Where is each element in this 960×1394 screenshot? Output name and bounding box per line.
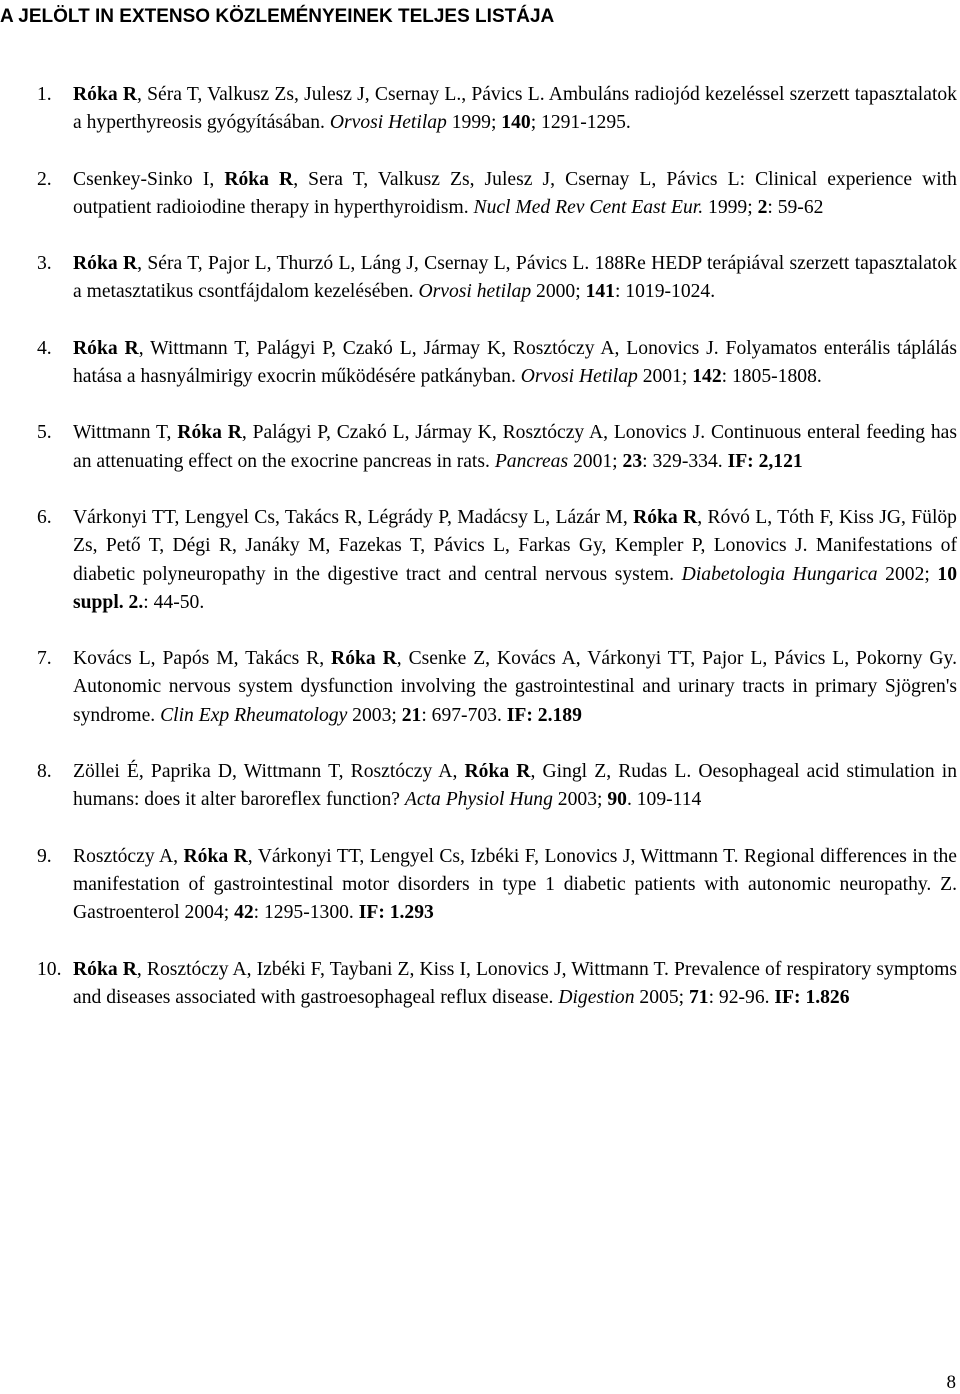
reference-number: 10.: [37, 958, 62, 980]
reference-text: [73, 507, 957, 613]
reference-number: 3.: [37, 253, 52, 275]
reference-bold-text: Róka R: [224, 168, 294, 190]
journal-name: Pancreas: [494, 450, 569, 472]
reference-bold-text: IF: 1.826: [774, 986, 850, 1008]
reference-bold-text: Róka R: [73, 337, 139, 359]
reference-plain-text: 2001;: [568, 450, 623, 472]
reference-item: [0, 81, 957, 138]
reference-text: [73, 253, 957, 302]
reference-bold-text: Róka R: [177, 422, 242, 444]
reference-bold-text: 141: [585, 281, 615, 303]
reference-bold-text: 42: [234, 902, 254, 924]
reference-bold-text: IF: 2.189: [506, 704, 582, 726]
reference-bold-text: 2: [757, 196, 768, 218]
reference-number: 8.: [37, 761, 52, 783]
reference-bold-text: Róka R: [73, 84, 138, 105]
reference-bold-text: Róka R: [73, 958, 137, 980]
reference-number: 9.: [37, 845, 52, 867]
reference-plain-text: , Várkonyi TT, Lengyel Cs, Izbéki F, Lonovics J, Wittmann T. Regional differences in the manifestation of gastrointestinal motor disorders in type 1 diabetic patients with autonomic neuropathy. Z. Gastroenterol 2004;: [73, 845, 957, 924]
reference-item: [0, 956, 957, 1013]
reference-item: [0, 843, 957, 928]
reference-item: [0, 419, 957, 476]
reference-plain-text: 2001;: [637, 366, 693, 388]
reference-bold-text: IF: 1.293: [358, 902, 434, 924]
reference-bold-text: Róka R: [331, 648, 397, 670]
reference-number: 2.: [37, 168, 52, 190]
reference-plain-text: : 1295-1300.: [253, 902, 359, 924]
reference-bold-text: 21: [401, 704, 422, 726]
reference-plain-text: , Séra T, Valkusz Zs, Julesz J, Csernay L., Pávics L. Ambuláns radiojód kezeléssel szerzett tapasztalatok a hyperthyreosis gyógyításában.: [73, 84, 957, 134]
reference-plain-text: : 59-62: [767, 196, 824, 218]
journal-name: Orvosi Hetilap: [520, 366, 638, 388]
reference-text: [73, 846, 957, 924]
reference-text: [73, 338, 957, 387]
reference-text: [73, 84, 957, 133]
reference-plain-text: , Csenke Z, Kovács A, Várkonyi TT, Pajor L, Pávics L, Pokorny Gy. Autonomic nervous system dysfunction involving the gastrointestinal and urinary tracts in primary Sjögren's syndrome.: [73, 648, 957, 726]
reference-bold-text: Róka R: [73, 253, 138, 275]
reference-plain-text: : 1805-1808.: [721, 366, 822, 388]
reference-plain-text: : 329-334.: [642, 450, 728, 472]
reference-plain-text: . 109-114: [626, 789, 702, 811]
reference-plain-text: , Gingl Z, Rudas L. Oesophageal acid stimulation in humans: does it alter baroreflex function?: [73, 761, 957, 811]
reference-plain-text: , Rosztóczy A, Izbéki F, Taybani Z, Kiss I, Lonovics J, Wittmann T. Prevalence of respiratory symptoms and diseases associated with gastroesophageal reflux disease.: [73, 958, 957, 1008]
reference-number: 5.: [37, 422, 52, 444]
journal-name: Clin Exp Rheumatology: [160, 704, 348, 726]
page-title: A JELÖLT IN EXTENSO KÖZLEMÉNYEINEK TELJES LISTÁJA: [0, 6, 555, 27]
reference-plain-text: 2000;: [531, 281, 586, 303]
reference-text: [73, 648, 957, 726]
journal-name: Orvosi hetilap: [418, 281, 532, 303]
reference-plain-text: , Séra T, Pajor L, Thurzó L, Láng J, Csernay L, Pávics L. 188Re HEDP terápiával szerzett tapasztalatok a metasztatikus csontfájdalom kezelésében.: [73, 253, 957, 303]
reference-item: [0, 504, 957, 617]
reference-bold-text: 140: [501, 112, 531, 134]
reference-plain-text: , Palágyi P, Czakó L, Jármay K, Rosztóczy A, Lonovics J. Continuous enteral feeding has an attenuating effect on the exocrine pancreas in rats.: [73, 422, 957, 472]
reference-bold-text: Róka R: [183, 845, 248, 867]
reference-plain-text: Kovács L, Papós M, Takács R,: [73, 648, 332, 670]
reference-number: 6.: [37, 506, 52, 528]
reference-plain-text: : 697-703.: [421, 704, 507, 726]
reference-plain-text: 2003;: [552, 789, 608, 811]
reference-plain-text: Zöllei É, Paprika D, Wittmann T, Rosztóczy A,: [73, 761, 465, 783]
reference-text: [73, 422, 957, 471]
reference-bold-text: 10 suppl. 2.: [73, 563, 958, 613]
reference-item: [0, 758, 957, 815]
page-number: 8: [946, 1372, 956, 1393]
reference-text: [73, 169, 957, 218]
journal-name: Diabetologia Hungarica: [681, 563, 878, 585]
reference-bold-text: Róka R: [464, 761, 531, 783]
reference-item: [0, 166, 957, 223]
reference-plain-text: 1999;: [446, 112, 502, 134]
reference-list: [0, 81, 957, 1012]
reference-plain-text: Várkonyi TT, Lengyel Cs, Takács R, Légrády P, Madácsy L, Lázár M,: [73, 506, 634, 528]
journal-name: Acta Physiol Hung: [404, 789, 553, 811]
reference-plain-text: Rosztóczy A,: [73, 845, 184, 867]
reference-plain-text: 2005;: [634, 986, 689, 1008]
reference-bold-text: 90: [607, 789, 627, 811]
reference-bold-text: 23: [622, 450, 643, 472]
reference-plain-text: : 1019-1024.: [614, 281, 716, 303]
reference-bold-text: 142: [692, 366, 722, 388]
journal-name: Digestion: [558, 986, 635, 1008]
reference-item: [0, 645, 957, 730]
journal-name: Nucl Med Rev Cent East Eur.: [473, 196, 704, 218]
reference-plain-text: Wittmann T,: [73, 422, 178, 444]
reference-plain-text: 1999;: [703, 196, 758, 218]
reference-item: [0, 335, 957, 392]
reference-item: [0, 250, 957, 307]
journal-name: Orvosi Hetilap: [329, 112, 447, 134]
reference-number: 7.: [37, 648, 52, 670]
reference-plain-text: , Wittmann T, Palágyi P, Czakó L, Jármay K, Rosztóczy A, Lonovics J. Folyamatos enterális táplálás hatása a hasnyálmirigy exocrin működésére patkányban.: [73, 337, 957, 388]
reference-bold-text: 71: [688, 986, 709, 1008]
reference-plain-text: : 92-96.: [708, 986, 775, 1008]
reference-plain-text: Csenkey-Sinko I,: [73, 168, 225, 190]
reference-plain-text: 2003;: [347, 704, 402, 726]
reference-text: [73, 959, 957, 1008]
reference-plain-text: , Róvó L, Tóth F, Kiss JG, Fülöp Zs, Pető T, Dégi R, Janáky M, Fazekas T, Pávics L, Farkas Gy, Kempler P, Lonovics J. Manifestations of diabetic polyneuropathy in the digestive tract and central nervous system.: [73, 506, 957, 585]
reference-text: [73, 761, 957, 810]
reference-plain-text: , Sera T, Valkusz Zs, Julesz J, Csernay L, Pávics L: Clinical experience with outpatient radioiodine therapy in hyperthyroidism.: [73, 168, 957, 218]
reference-plain-text: : 44-50.: [143, 591, 205, 613]
reference-bold-text: Róka R: [633, 506, 698, 528]
reference-number: 4.: [37, 337, 52, 359]
reference-bold-text: IF: 2,121: [727, 450, 803, 472]
reference-number: 1.: [37, 84, 52, 105]
reference-plain-text: ; 1291-1295.: [530, 112, 631, 134]
reference-plain-text: 2002;: [877, 563, 938, 585]
